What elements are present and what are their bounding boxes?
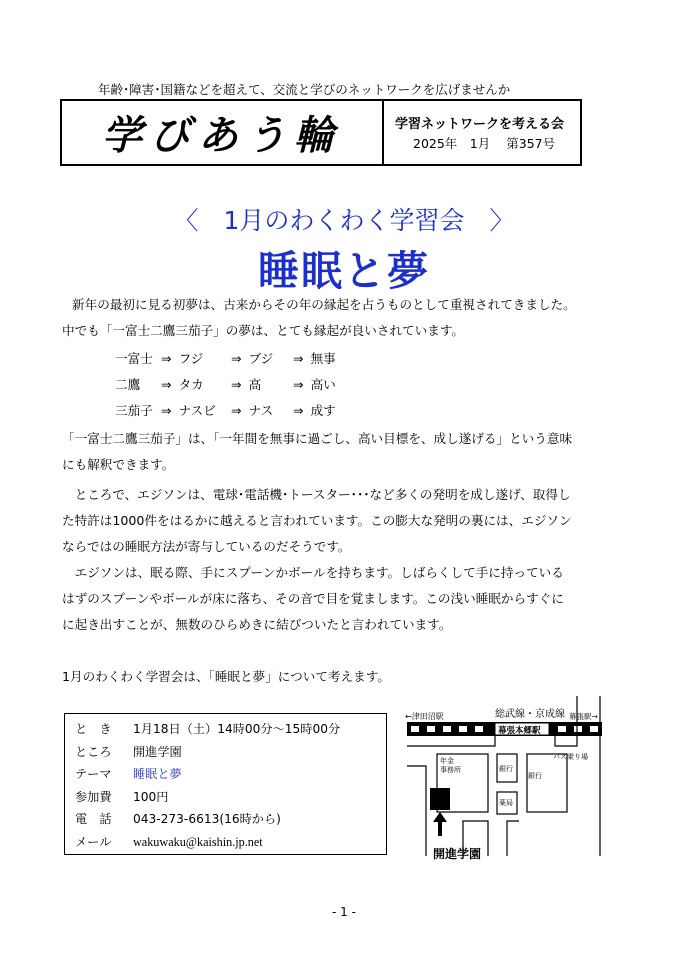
arrow: ⇒ bbox=[293, 403, 304, 418]
dream-word: 二鷹 bbox=[115, 377, 141, 392]
map-bank-1: 銀行 bbox=[499, 765, 513, 773]
info-row-email bbox=[75, 831, 376, 854]
paragraph-1 bbox=[62, 292, 632, 344]
map-pension-office: 年金 bbox=[440, 757, 454, 765]
text-line: にも解釈できます。 bbox=[62, 457, 175, 472]
info-value: 043-273-6613(16時から) bbox=[133, 812, 281, 826]
arrow: ⇒ bbox=[161, 403, 172, 418]
info-label: 電 話 bbox=[75, 812, 112, 826]
text-line: に起き出すことが、無数のひらめきに結びついたと言われています。 bbox=[62, 617, 452, 632]
map-right-station: 幕張駅→ bbox=[569, 712, 598, 721]
text-line: た特許は1000件をはるかに越えると言われています。この膨大な発明の裏には、エジソン bbox=[62, 513, 572, 528]
dream-reading: タカ bbox=[178, 377, 204, 392]
issue-info bbox=[413, 134, 571, 152]
text-line: ならではの睡眠方法が寄与しているのだそうです。 bbox=[62, 539, 351, 554]
dream-pun: ブジ bbox=[248, 351, 274, 366]
masthead bbox=[60, 99, 582, 166]
text-line: はずのスプーンやボールが床に落ち、その音で目を覚まします。この浅い睡眠からすぐに bbox=[62, 591, 564, 606]
info-value: 睡眠と夢 bbox=[133, 767, 182, 781]
dream-pun: 高 bbox=[248, 377, 262, 392]
text-line: エジソンは、眠る際、手にスプーンかボールを持ちます。しばらくして手に持っている bbox=[62, 565, 564, 580]
event-title: 〈 1月のわくわく学習会 〉 bbox=[173, 206, 515, 235]
arrow: ⇒ bbox=[231, 351, 242, 366]
arrow: ⇒ bbox=[231, 377, 242, 392]
issue-date: 2025年 1月 bbox=[413, 136, 491, 151]
text-line: ところで、エジソンは、電球･電話機･トースター･･･など多くの発明を成し遂げ、取得し bbox=[62, 487, 571, 502]
dream-row bbox=[115, 398, 353, 424]
text-line: 新年の最初に見る初夢は、古来からその年の縁起を占うものとして重視されてきました。 bbox=[72, 297, 576, 312]
logo-box bbox=[62, 101, 384, 164]
event-info-box bbox=[64, 713, 387, 855]
dream-meaning: 高い bbox=[310, 377, 336, 392]
arrow: ⇒ bbox=[161, 377, 172, 392]
paragraph-4 bbox=[62, 560, 632, 638]
access-map bbox=[397, 696, 602, 864]
map-school-name: 開進学園 bbox=[433, 847, 482, 861]
map-arrow-icon bbox=[433, 812, 447, 836]
dream-word: 一富士 bbox=[115, 351, 153, 366]
text-line: 中でも「一富士二鷹三茄子」の夢は、とても縁起が良いされています。 bbox=[62, 323, 464, 338]
issue-number: 第357号 bbox=[506, 136, 556, 151]
event-intro: 1月のわくわく学習会は、「睡眠と夢」について考えます。 bbox=[62, 669, 390, 684]
newsletter-logo: 学びあう輪 bbox=[102, 112, 342, 159]
email-link[interactable]: wakuwaku@kaishin.jp.net bbox=[133, 834, 263, 849]
info-row-theme bbox=[75, 763, 376, 786]
page-number: - 1 - bbox=[332, 905, 356, 919]
tagline: 年齢･障害･国籍などを超えて、交流と学びのネットワークを広げませんか bbox=[98, 82, 511, 97]
dream-reading: フジ bbox=[178, 351, 204, 366]
info-row-phone bbox=[75, 808, 376, 831]
school-marker bbox=[430, 788, 450, 810]
dream-word: 三茄子 bbox=[115, 403, 153, 418]
dream-row bbox=[115, 372, 353, 398]
info-value: 100円 bbox=[133, 789, 169, 804]
arrow: ⇒ bbox=[293, 351, 304, 366]
arrow: ⇒ bbox=[231, 403, 242, 418]
dream-meaning: 無事 bbox=[310, 351, 336, 366]
text-line: 「一富士二鷹三茄子」は、「一年間を無事に過ごし、高い目標を、成し遂げる」という意味 bbox=[62, 431, 573, 446]
dream-list bbox=[115, 346, 353, 424]
info-value: 開進学園 bbox=[133, 744, 182, 759]
map-left-station: ←津田沼駅 bbox=[405, 712, 444, 721]
arrow: ⇒ bbox=[161, 351, 172, 366]
map-line-name: 総武線・京成線 bbox=[495, 709, 565, 720]
map-pharmacy: 薬局 bbox=[499, 799, 513, 807]
arrow: ⇒ bbox=[293, 377, 304, 392]
map-pension-office-2: 事務所 bbox=[440, 766, 461, 774]
map-bus-stop: バス乗り場 bbox=[553, 753, 588, 761]
info-label: と き bbox=[75, 722, 112, 736]
info-label: ところ bbox=[75, 744, 112, 759]
info-label: テーマ bbox=[75, 767, 112, 781]
dream-meaning: 成す bbox=[310, 403, 336, 418]
paragraph-2 bbox=[62, 426, 632, 478]
info-row-fee bbox=[75, 786, 376, 809]
info-row-time bbox=[75, 718, 376, 741]
info-label: メール bbox=[75, 834, 112, 849]
paragraph-3 bbox=[62, 482, 632, 560]
dream-row bbox=[115, 346, 353, 372]
dream-reading: ナスビ bbox=[178, 403, 216, 418]
organization-name: 学習ネットワークを考える会 bbox=[395, 117, 565, 132]
info-value: 1月18日（土）14時00分～15時00分 bbox=[133, 722, 341, 736]
map-station-name: 幕張本郷駅 bbox=[498, 726, 541, 736]
info-row-place bbox=[75, 741, 376, 764]
info-label: 参加費 bbox=[75, 789, 112, 804]
dream-pun: ナス bbox=[248, 403, 274, 418]
main-title: 睡眠と夢 bbox=[258, 247, 430, 295]
map-bank-2: 銀行 bbox=[528, 772, 542, 780]
